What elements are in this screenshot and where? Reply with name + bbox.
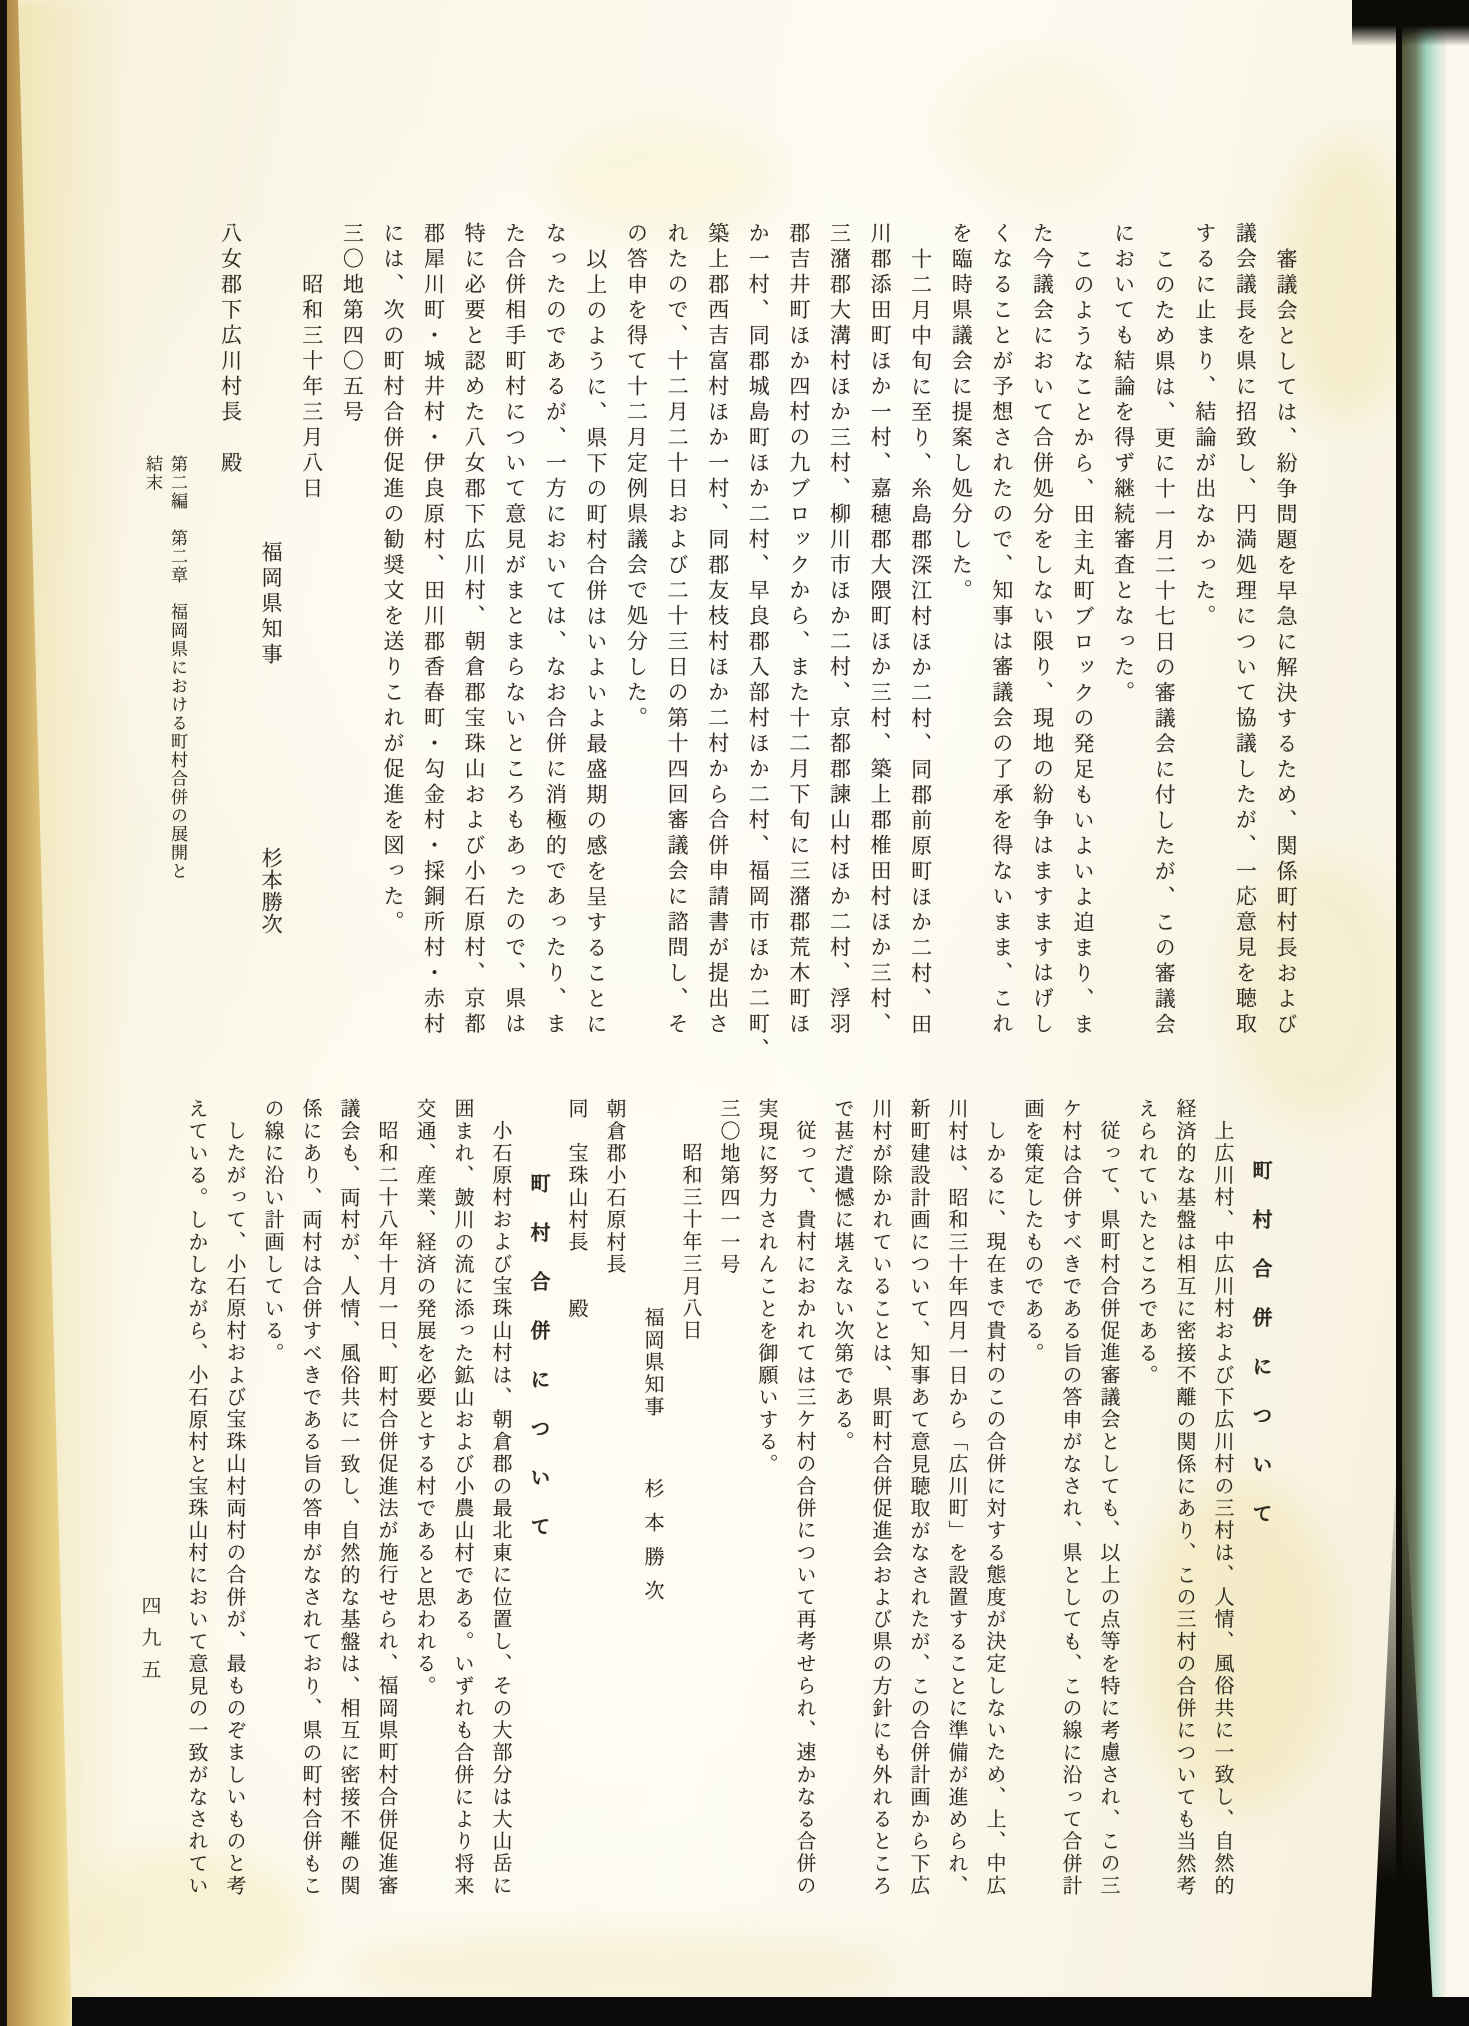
text-column: 経済的な基盤は相互に密接不離の関係にあり、この三村の合併についても当然考 [1173,1098,1197,1898]
text-column: の答申を得て十二月定例県議会で処分した。 [624,222,649,732]
text-column: た今議会において合併処分をしない限り、現地の紛争はますますはげし [1030,222,1055,1038]
text-column: 川郡添田町ほか一村、嘉穂郡大隈町ほか三村、築上郡椎田村ほか三村、 [868,222,893,1038]
text-column: 画を策定したものである。 [1021,1098,1045,1365]
text-column: を臨時県議会に提案し処分した。 [949,222,974,605]
text-column: 新町建設計画について、知事あて意見聴取がなされたが、この合併計画から下広 [907,1098,931,1898]
text-column: で甚だ遺憾に堪えない次第である。 [831,1098,855,1454]
text-run: 福岡県知事 [259,540,284,669]
text-column: えられていたところである。 [1135,1098,1159,1387]
text-column: 特に必要と認めた八女郡下広川村、朝倉郡宝珠山および小石原村、京都 [462,222,487,1038]
text-column: 議会も、両村が、人情、風俗共に一致し、自然的な基盤は、相互に密接不離の関 [337,1098,361,1898]
text-column: 川村は、昭和三十年四月一日から「広川町」を設置することに準備が進められ、 [945,1098,969,1898]
text-column: 審議会としては、紛争問題を早急に解決するため、関係町村長および [1274,247,1298,1038]
text-column: 郡吉井町ほか四村の九ブロックから、また十二月下旬に三潴郡荒木町ほ [786,222,811,1038]
text-column: た合併相手町村について意見がまとまらないところもあったので、県は [502,222,527,1038]
addressee: 同 宝珠山村長 殿 [565,1098,589,1320]
text-column: か一村、同郡城島町ほか二村、早良郡入部村ほか二村、福岡市ほか二町、 [746,222,771,1064]
addressee: 朝倉郡小石原村長 [603,1098,627,1276]
letter-title: 町村合併について [1249,1160,1273,1553]
letter-title: 町村合併について [527,1173,551,1566]
text-column: 実現に努力されんことを御願いする。 [755,1098,779,1476]
text-column: には、次の町村合併促進の勧奨文を送りこれが促進を図った。 [380,222,405,936]
text-column: しかるに、現在まで貴村のこの合併に対する態度が決定しないため、上、中広 [983,1120,1007,1898]
text-column: 交通、産業、経済の発展を必要とする村であると思われる。 [413,1098,437,1698]
text-column: の線に沿い計画している。 [261,1098,285,1365]
text-column: なったのであるが、一方においては、なお合併に消極的であったり、ま [543,222,568,1038]
text-column: 議会議長を県に招致し、円満処理について協議したが、一応意見を聴取 [1233,222,1258,1038]
stain [940,50,1130,210]
page-number: 四九五 [138,1595,162,1691]
left-page-stack-edge [0,0,80,2026]
text-column: 従って、県町村合併促進審議会としても、以上の点等を特に考慮され、この三 [1097,1120,1121,1898]
scan-bottom-bar [72,1997,1469,2026]
text-column: 小石原村および宝珠山村は、朝倉郡の最北東に位置し、その大部分は大山岳に [489,1120,513,1898]
document-number: 三〇地第四一一号 [717,1098,741,1276]
text-column: 従って、貴村におかれては三ケ村の合併について再考せられ、速かなる合併の [793,1120,817,1898]
text-column: このため県は、更に十一月二十七日の審議会に付したが、この審議会 [1152,247,1177,1038]
text-column: 三潴郡大溝村ほか三村、柳川市ほか二村、京都郡諫山村ほか二村、浮羽 [827,222,852,1038]
text-column: 十二月中旬に至り、糸島郡深江村ほか二村、同郡前原町ほか二村、田 [908,247,933,1038]
text-column: くなることが予想されたので、知事は審議会の了承を得ないまま、これ [989,222,1014,1038]
right-page-edge [1446,0,1469,2026]
text-column: れたので、十二月二十日および二十三日の第十四回審議会に諮問し、そ [665,222,690,1038]
sender-signature [246,222,287,1068]
text-column: ケ村は合併すべきである旨の答申がなされ、県としても、この線に沿って合併計 [1059,1098,1083,1898]
text-column: 以上のように、県下の町村合併はいよいよ最盛期の感を呈することに [583,247,608,1038]
text-column: 昭和二十八年十月一日、町村合併促進法が施行せられ、福岡県町村合併促進審 [375,1120,399,1898]
text-column: したがって、小石原村および宝珠山村両村の合併が、最ものぞましいものと考 [223,1120,247,1898]
text-run: 杉本勝次 [259,846,284,935]
left-binding-edge [0,0,7,2026]
text-run: 福岡県知事 [641,1306,665,1418]
document-date: 昭和三十年三月八日 [679,1142,703,1343]
text-column: するに止まり、結論が出なかった。 [1192,222,1217,630]
text-column: 係にあり、両村は合併すべきである旨の答申がなされており、県の町村合併もこ [299,1098,323,1898]
running-header: 第二編 第二章 福岡県における町村合併の展開と結末 [142,455,187,881]
upper-text-block [204,222,1301,1068]
lower-text-block [173,1098,1276,1904]
document-number: 三〇地第四〇五号 [340,222,365,426]
text-column: においても結論を得ず継続審査となった。 [1111,222,1136,707]
addressee: 八女郡下広川村長 殿 [218,222,243,477]
text-column: このようなことから、田主丸町ブロックの発足もいよいよ迫まり、ま [1071,247,1096,1038]
text-column: 上広川村、中広川村および下広川村の三村は、人情、風俗共に一致し、自然的 [1211,1120,1235,1898]
text-column: 郡犀川町・城井村・伊良原村、田川郡香春町・勾金村・採銅所村・赤村 [421,222,446,1038]
sender-signature [630,1098,668,1904]
document-date: 昭和三十年三月八日 [299,273,324,503]
gutter-top-shadow [1352,0,1469,46]
text-column: 川村が除かれていることは、県町村合併促進会および県の方針にも外れるところ [869,1098,893,1898]
text-column: 築上郡西吉富村ほか一村、同郡友枝村ほか二村から合併申請書が提出さ [705,222,730,1038]
text-column: えている。しかしながら、小石原村と宝珠山村において意見の一致がなされてい [185,1098,209,1898]
text-run: 杉本勝次 [641,1477,665,1614]
text-column: 囲まれ、皷川の流に添った鉱山および小農山村である。いずれも合併により将来 [451,1098,475,1898]
